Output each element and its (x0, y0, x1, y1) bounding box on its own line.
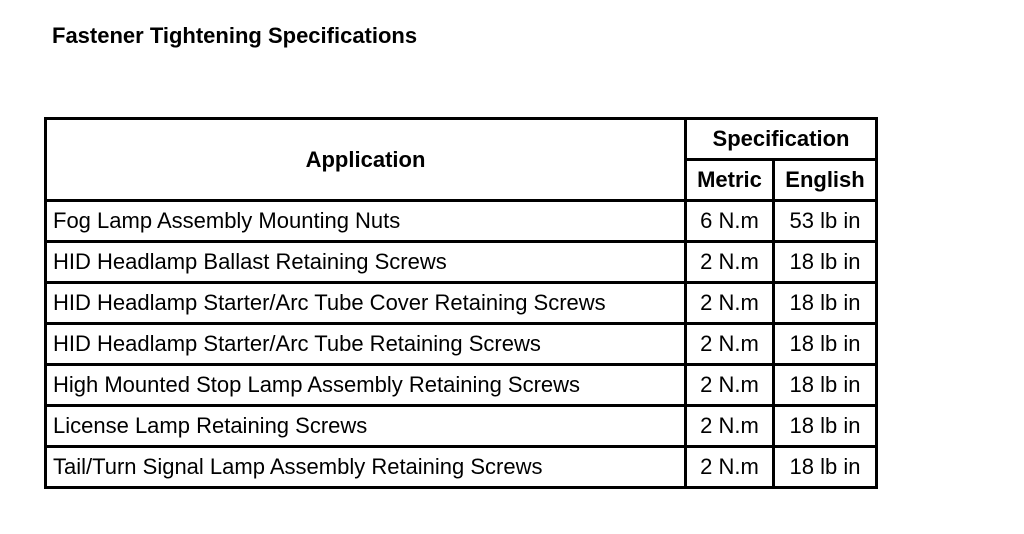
table-row (47, 407, 875, 448)
application-cell: License Lamp Retaining Screws (47, 407, 687, 448)
metric-cell: 2 N.m (687, 407, 775, 448)
header-row-top (47, 120, 875, 161)
english-cell: 53 lb in (775, 202, 875, 243)
english-cell: 18 lb in (775, 407, 875, 448)
metric-header: Metric (687, 161, 775, 202)
specification-header: Specification (687, 120, 875, 161)
table-row (47, 366, 875, 407)
application-cell: HID Headlamp Starter/Arc Tube Retaining Screws (47, 325, 687, 366)
english-cell: 18 lb in (789, 454, 861, 479)
application-cell: Fog Lamp Assembly Mounting Nuts (47, 202, 687, 243)
table-row (47, 284, 875, 325)
application-cell: HID Headlamp Ballast Retaining Screws (47, 243, 687, 284)
english-cell: 18 lb in (775, 243, 875, 284)
english-cell: 18 lb in (775, 366, 875, 407)
metric-cell: 6 N.m (687, 202, 775, 243)
metric-cell: 2 N.m (687, 366, 775, 407)
metric-cell: 2 N.m (687, 284, 775, 325)
metric-cell: 2 N.m (687, 243, 775, 284)
table-row (47, 202, 875, 243)
application-cell: Tail/Turn Signal Lamp Assembly Retaining Screws (47, 448, 687, 486)
english-cell: 18 lb in (775, 284, 875, 325)
fastener-spec-table (44, 117, 878, 489)
table-row (47, 448, 875, 486)
metric-cell: 2 N.m (687, 448, 775, 486)
document-title: Fastener Tightening Specifications (52, 23, 418, 48)
table-row (47, 325, 875, 366)
english-cell: 18 lb in (775, 325, 875, 366)
english-header: English (775, 161, 875, 202)
application-cell: High Mounted Stop Lamp Assembly Retaining Screws (47, 366, 687, 407)
application-cell: HID Headlamp Starter/Arc Tube Cover Retaining Screws (47, 284, 687, 325)
application-header: Application (47, 120, 687, 202)
table-row (47, 243, 875, 284)
metric-cell: 2 N.m (687, 325, 775, 366)
